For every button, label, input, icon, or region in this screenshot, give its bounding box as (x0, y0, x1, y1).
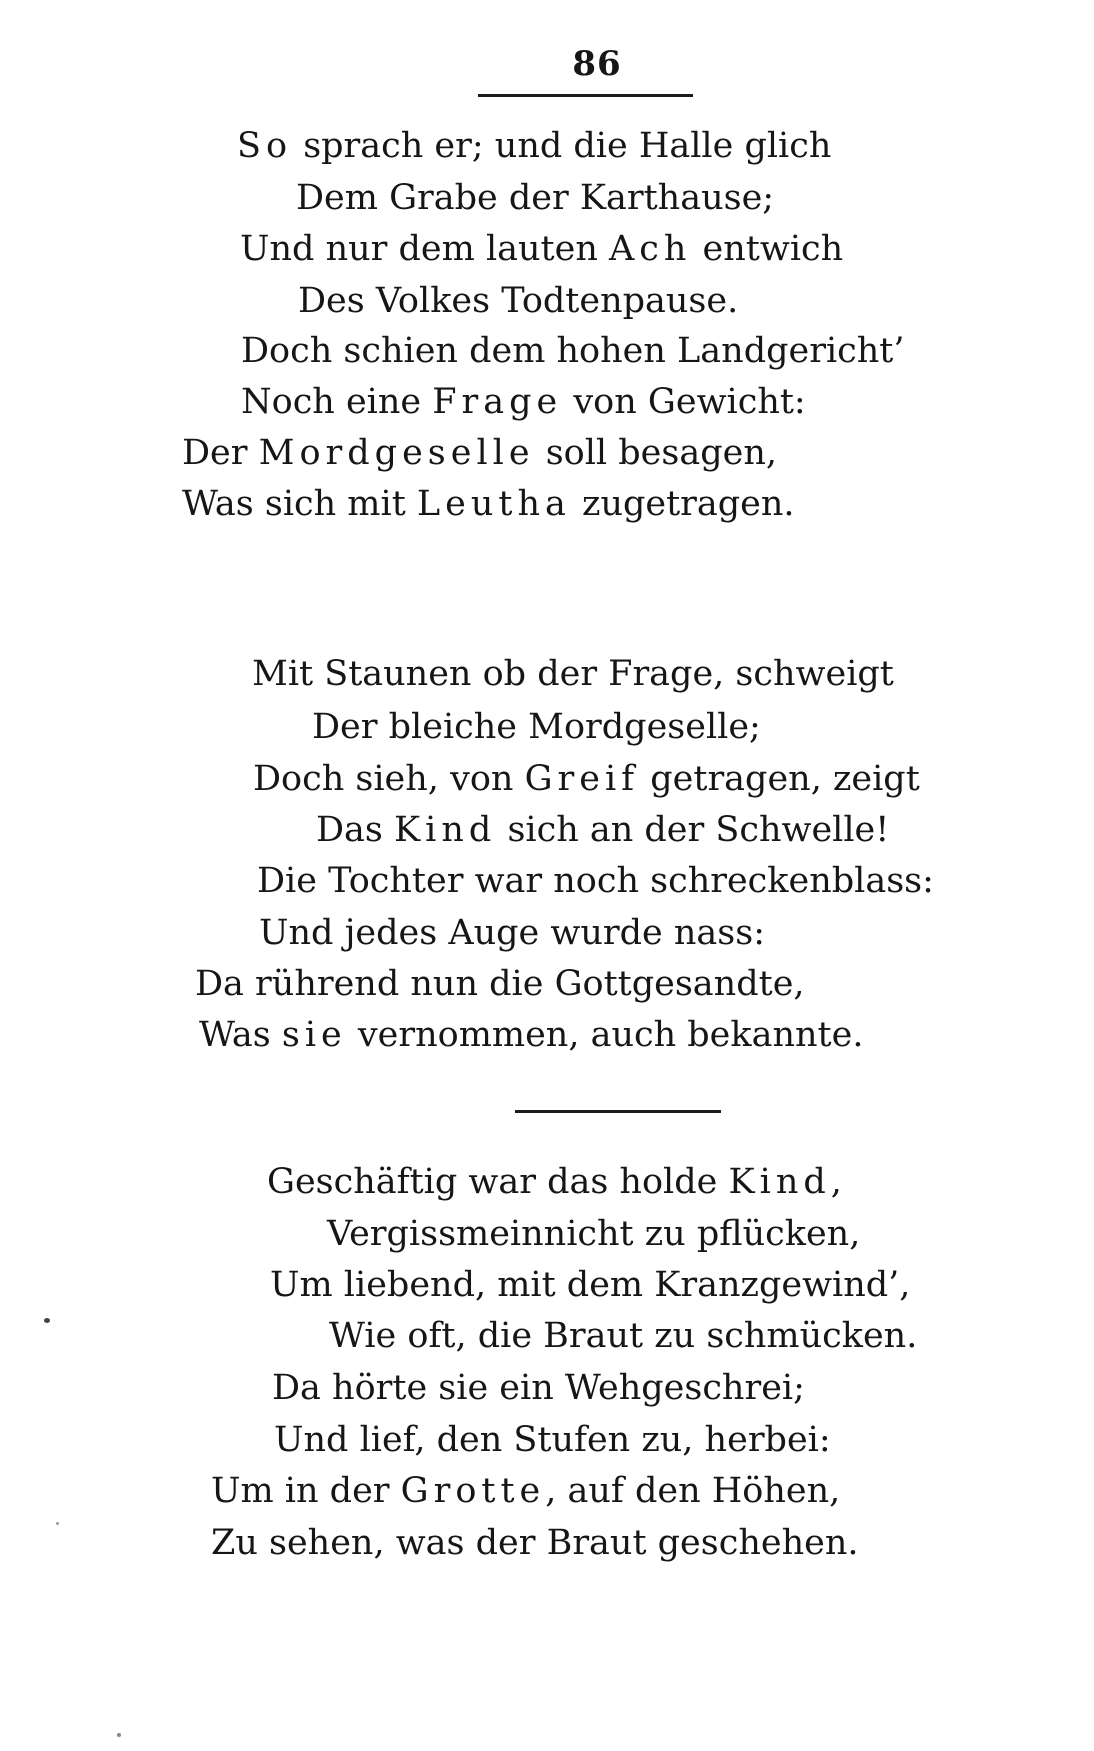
verse-text: Geschäftig war das holde (267, 1162, 729, 1202)
verse-line (211, 1471, 840, 1511)
verse-line (312, 707, 761, 747)
verse-line (240, 229, 843, 269)
verse-text: Und nur dem lauten (240, 229, 609, 269)
verse-text: Und lief, den Stufen zu, herbei: (274, 1420, 831, 1460)
verse-line (182, 484, 795, 524)
verse-text: Die Tochter war noch schreckenblass: (257, 861, 934, 901)
emphasized-word: Greif (524, 759, 640, 799)
verse-text: Der (182, 433, 259, 473)
emphasized-word: Ach (609, 229, 692, 269)
verse-text: Mit Staunen ob der Frage, schweigt (252, 654, 894, 694)
verse-text: Der bleiche Mordgeselle; (312, 707, 761, 747)
verse-text: Des Volkes Todtenpause. (298, 281, 739, 321)
verse-text: vernommen, auch bekannte. (346, 1015, 864, 1055)
verse-line (298, 281, 738, 321)
verse-line (296, 178, 774, 218)
verse-text: Was sich mit (182, 484, 417, 524)
verse-line (327, 1214, 860, 1254)
verse-text: Um in der (211, 1471, 401, 1511)
verse-line (241, 382, 806, 422)
verse-text: sprach er; und die Halle glich (292, 126, 832, 166)
verse-line (329, 1316, 917, 1356)
emphasized-word: Grotte (400, 1471, 546, 1511)
verse-line (252, 654, 894, 694)
verse-text: Vergissmeinnicht zu pflücken, (327, 1214, 861, 1254)
verse-line (259, 913, 765, 953)
verse-text: soll besagen, (534, 433, 777, 473)
verse-line (241, 331, 904, 371)
verse-text: Das (316, 810, 395, 850)
verse-line (274, 1420, 831, 1460)
verse-line (316, 810, 889, 850)
print-speck (56, 1522, 59, 1525)
verse-line (253, 759, 920, 799)
print-speck (44, 1318, 50, 1323)
verse-line (211, 1523, 859, 1563)
verse-text: getragen, zeigt (639, 759, 920, 799)
verse-text: Was (199, 1015, 282, 1055)
verse-text: Noch eine (241, 382, 433, 422)
verse-text: Um liebend, mit dem Kranzgewind’, (270, 1265, 911, 1305)
emphasized-word: Leutha (416, 484, 571, 524)
print-speck (117, 1733, 121, 1737)
verse-text: Doch sieh, von (253, 759, 525, 799)
verse-line (237, 126, 831, 166)
header-rule (478, 94, 693, 97)
verse-line (257, 861, 934, 901)
emphasized-word: sie (281, 1015, 347, 1055)
page-number: 86 (572, 44, 622, 84)
verse-text: , (830, 1162, 842, 1202)
emphasized-word: So (237, 126, 293, 166)
verse-line (195, 964, 805, 1004)
verse-text: Da rührend nun die Gottgesandte, (195, 964, 805, 1004)
verse-text: entwich (691, 229, 844, 269)
verse-line (199, 1015, 863, 1055)
verse-text: Dem Grabe der Karthause; (296, 178, 775, 218)
verse-text: Wie oft, die Braut zu schmücken. (329, 1316, 918, 1356)
emphasized-word: Kind (728, 1162, 831, 1202)
emphasized-word: Mordgeselle (258, 433, 535, 473)
verse-text: sich an der Schwelle! (496, 810, 890, 850)
verse-line (270, 1265, 910, 1305)
verse-line (182, 433, 777, 473)
verse-line (272, 1368, 805, 1408)
emphasized-word: Kind (394, 810, 497, 850)
verse-text: Und jedes Auge wurde nass: (259, 913, 765, 953)
verse-text: Doch schien dem hohen Landgericht’ (241, 331, 905, 371)
verse-text: , auf den Höhen, (545, 1471, 841, 1511)
verse-line (267, 1162, 842, 1202)
verse-text: Da hörte sie ein Wehgeschrei; (272, 1368, 805, 1408)
verse-text: Zu sehen, was der Braut geschehen. (211, 1523, 859, 1563)
verse-text: von Gewicht: (562, 382, 806, 422)
emphasized-word: Frage (432, 382, 563, 422)
verse-text: zugetragen. (570, 484, 795, 524)
section-divider (515, 1110, 721, 1113)
